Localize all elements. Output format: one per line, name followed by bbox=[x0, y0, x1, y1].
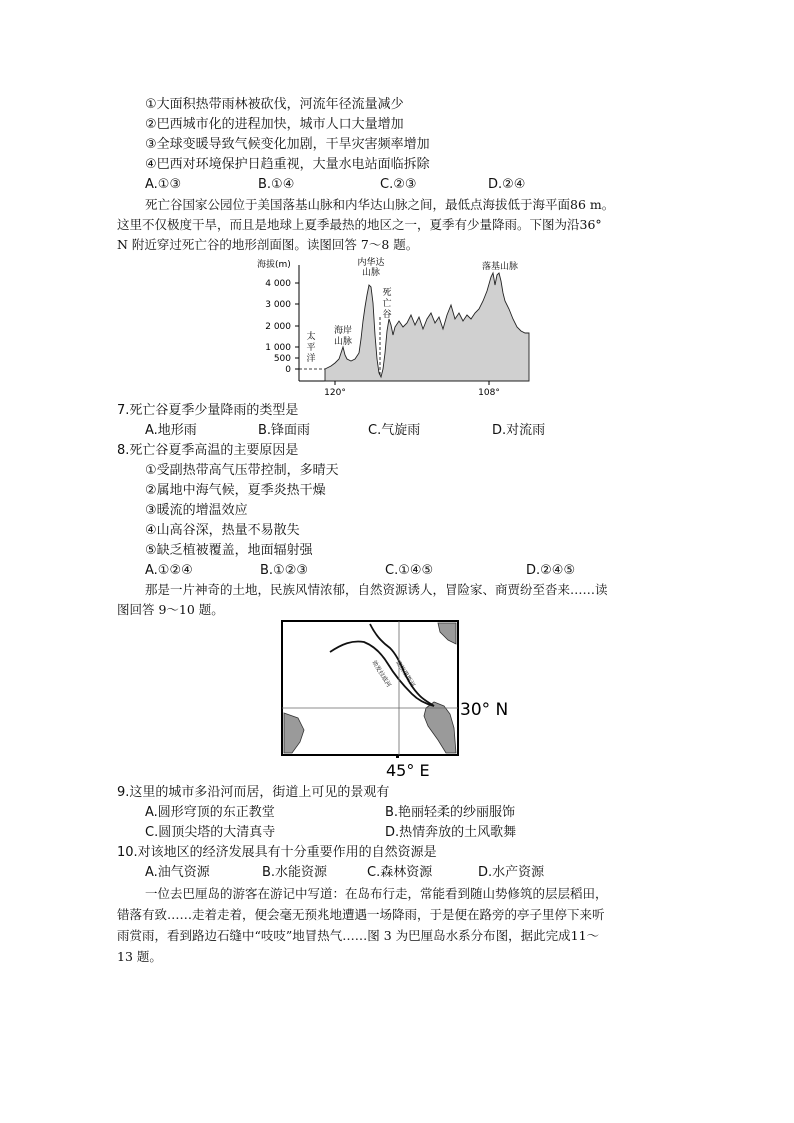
q8-option-a[interactable]: A.①②④ bbox=[145, 563, 193, 578]
q8-stem: 8.死亡谷夏季高温的主要原因是 bbox=[117, 443, 299, 458]
label-nevada-2: 山脉 bbox=[361, 268, 381, 278]
euphrates-label: 幼发拉底河 bbox=[370, 659, 393, 689]
q8-item-2: ②属地中海气候，夏季炎热干燥 bbox=[145, 483, 326, 498]
q7-option-a[interactable]: A.地形雨 bbox=[145, 423, 197, 438]
q6-item-2: ②巴西城市化的进程加快，城市人口大量增加 bbox=[145, 117, 404, 132]
q6-item-4: ④巴西对环境保护日趋重视，大量水电站面临拆除 bbox=[145, 157, 430, 172]
q9-option-c[interactable]: C.圆顶尖塔的大清真寺 bbox=[145, 825, 276, 840]
label-rocky: 落基山脉 bbox=[481, 262, 519, 272]
q6-option-c[interactable]: C.②③ bbox=[380, 177, 417, 192]
profile-ylabel: 海拔(m) bbox=[257, 260, 291, 270]
intro-9-10-line-1: 那是一片神奇的土地，民族风情浓郁，自然资源诱人，冒险家、商贾纷至沓来……读 bbox=[145, 582, 608, 597]
intro-7-8-line-2: 这里不仅极度干旱，而且是地球上夏季最热的地区之一，夏季有少量降雨。下图为沿36° bbox=[117, 217, 602, 232]
profile-ytick-1000: 1 000 bbox=[265, 343, 291, 353]
label-valley-2: 亡 bbox=[382, 299, 392, 309]
q9-option-a[interactable]: A.圆形穹顶的东正教堂 bbox=[145, 805, 275, 820]
terrain-profile-area bbox=[325, 273, 529, 381]
mesopotamia-map bbox=[278, 618, 538, 780]
q6-item-1: ①大面积热带雨林被砍伐，河流年径流量减少 bbox=[145, 97, 404, 112]
q9-stem: 9.这里的城市多沿河而居，街道上可见的景观有 bbox=[117, 785, 390, 800]
profile-ytick-4000: 4 000 bbox=[265, 279, 291, 289]
profile-ytick-500: 500 bbox=[273, 354, 291, 364]
longitude-label: 45° E bbox=[386, 761, 430, 780]
q6-option-a[interactable]: A.①③ bbox=[145, 177, 182, 192]
label-pacific-2: 平 bbox=[306, 343, 316, 353]
label-coast-1: 海岸 bbox=[333, 326, 353, 336]
q6-option-b[interactable]: B.①④ bbox=[258, 177, 295, 192]
intro-11-13-line-4: 13 题。 bbox=[117, 949, 162, 964]
profile-ytick-3000: 3 000 bbox=[265, 300, 291, 310]
q7-option-b[interactable]: B.锋面雨 bbox=[258, 423, 311, 438]
profile-ytick-2000: 2 000 bbox=[265, 322, 291, 332]
q10-stem: 10.对该地区的经济发展具有十分重要作用的自然资源是 bbox=[117, 845, 437, 860]
q10-option-c[interactable]: C.森林资源 bbox=[367, 865, 433, 880]
q9-option-b[interactable]: B.艳丽轻柔的纱丽服饰 bbox=[385, 805, 516, 820]
q8-option-d[interactable]: D.②④⑤ bbox=[526, 563, 576, 578]
profile-xtick-120: 120° bbox=[324, 388, 346, 398]
q6-option-d[interactable]: D.②④ bbox=[488, 177, 526, 192]
terrain-profile-figure bbox=[255, 255, 535, 400]
q8-item-3: ③暖流的增温效应 bbox=[145, 503, 248, 518]
label-pacific-1: 太 bbox=[306, 332, 316, 342]
intro-11-13-line-2: 错落有致……走着走着，便会毫无预兆地遭遇一场降雨，于是便在路旁的亭子里停下来听 bbox=[117, 907, 605, 922]
q10-option-b[interactable]: B.水能资源 bbox=[262, 865, 328, 880]
q10-option-d[interactable]: D.水产资源 bbox=[478, 865, 545, 880]
intro-9-10-line-2: 图回答 9～10 题。 bbox=[117, 602, 224, 617]
q8-item-1: ①受副热带高气压带控制，多晴天 bbox=[145, 463, 339, 478]
profile-xtick-108: 108° bbox=[478, 388, 500, 398]
q9-option-d[interactable]: D.热情奔放的土风歌舞 bbox=[385, 825, 517, 840]
profile-ytick-0: 0 bbox=[285, 365, 291, 375]
q10-option-a[interactable]: A.油气资源 bbox=[145, 865, 210, 880]
label-valley-1: 死 bbox=[382, 288, 392, 298]
q7-stem: 7.死亡谷夏季少量降雨的类型是 bbox=[117, 403, 299, 418]
label-nevada-1: 内华达 bbox=[357, 258, 385, 268]
q7-option-c[interactable]: C.气旋雨 bbox=[368, 423, 421, 438]
intro-11-13-line-3: 雨赏雨，看到路边石缝中“吱吱”地冒热气……图 3 为巴厘岛水系分布图，据此完成11～ bbox=[117, 928, 600, 943]
intro-7-8-line-3: N 附近穿过死亡谷的地形剖面图。读图回答 7～8 题。 bbox=[117, 237, 419, 252]
label-coast-2: 山脉 bbox=[333, 337, 353, 347]
label-valley-3: 谷 bbox=[382, 310, 392, 320]
intro-7-8-line-1: 死亡谷国家公园位于美国落基山脉和内华达山脉之间，最低点海拔低于海平面86 m。 bbox=[145, 197, 615, 212]
tigris-label: 底格里斯河 bbox=[394, 659, 417, 689]
q7-option-d[interactable]: D.对流雨 bbox=[492, 423, 546, 438]
q8-item-5: ⑤缺乏植被覆盖，地面辐射强 bbox=[145, 543, 313, 558]
q8-option-c[interactable]: C.①④⑤ bbox=[385, 563, 434, 578]
latitude-label: 30° N bbox=[460, 700, 509, 720]
intro-11-13-line-1: 一位去巴厘岛的游客在游记中写道：在岛布行走，常能看到随山势修筑的层层稻田， bbox=[145, 886, 608, 901]
q6-item-3: ③全球变暖导致气候变化加剧，干旱灾害频率增加 bbox=[145, 137, 430, 152]
label-pacific-3: 洋 bbox=[306, 354, 316, 364]
q8-option-b[interactable]: B.①②③ bbox=[260, 563, 309, 578]
q8-item-4: ④山高谷深，热量不易散失 bbox=[145, 523, 300, 538]
